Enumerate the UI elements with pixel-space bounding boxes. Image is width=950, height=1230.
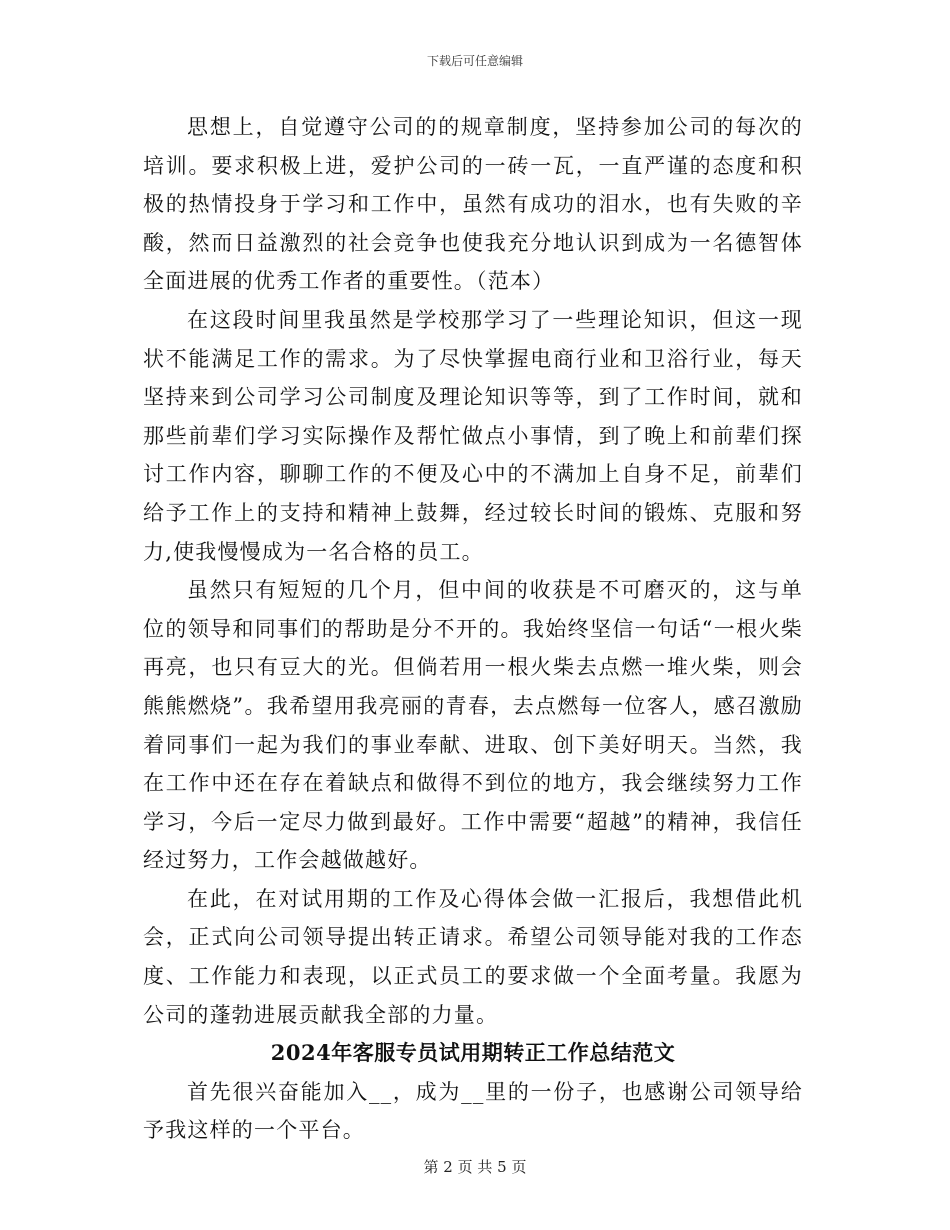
section-title: 2024年客服专员试用期转正工作总结范文 (270, 1040, 676, 1066)
paragraph-learning: 在这段时间里我虽然是学校那学习了一些理论知识，但这一现状不能满足工作的需求。为了尽快掌握电商行业和卫浴行业，每天坚持来到公司学习公司制度及理论知识等等，到了工作时间，就和那些前辈们学习实际操作及帮忙做点小事情，到了晚上和前辈们探讨工作内容，聊聊工作的不便及心中的不满加上自身不足，前辈们给予工作上的支持和精神上鼓舞，经过较长时间的锻炼、克服和努力,使我慢慢成为一名合格的员工。 (143, 307, 803, 564)
paragraph-discipline: 思想上，自觉遵守公司的的规章制度，坚持参加公司的每次的培训。要求积极上进，爱护公司的一砖一瓦，一直严谨的态度和积极的热情投身于学习和工作中，虽然有成功的泪水，也有失败的辛酸，然而日益激烈的社会竞争也使我充分地认识到成为一名德智体全面进展的优秀工作者的重要性。（范本） (143, 115, 803, 294)
paragraph-gratitude: 虽然只有短短的几个月，但中间的收获是不可磨灭的，这与单位的领导和同事们的帮助是分不开的。我始终坚信一句话“一根火柴再亮，也只有豆大的光。但倘若用一根火柴去点燃一堆火柴，则会熊熊燃烧”。我希望用我亮丽的青春，去点燃每一位客人，感召激励着同事们一起为我们的事业奉献、进取、创下美好明天。当然，我在工作中还在存在着缺点和做得不到位的地方，我会继续努力工作学习，今后一定尽力做到最好。工作中需要“超越”的精神，我信任经过努力，工作会越做越好。 (143, 578, 803, 873)
page-header: 下载后可任意编辑 (426, 54, 523, 68)
paragraph-intro: 首先很兴奋能加入__，成为__里的一份子，也感谢公司领导给予我这样的一个平台。 (143, 1079, 803, 1143)
document-body (143, 108, 803, 1150)
page-footer: 第 2 页 共 5 页 (423, 1158, 527, 1176)
paragraph-request: 在此，在对试用期的工作及心得体会做一汇报后，我想借此机会，正式向公司领导提出转正请求。希望公司领导能对我的工作态度、工作能力和表现，以正式员工的要求做一个全面考量。我愿为公司的蓬勃进展贡献我全部的力量。 (143, 886, 803, 1027)
